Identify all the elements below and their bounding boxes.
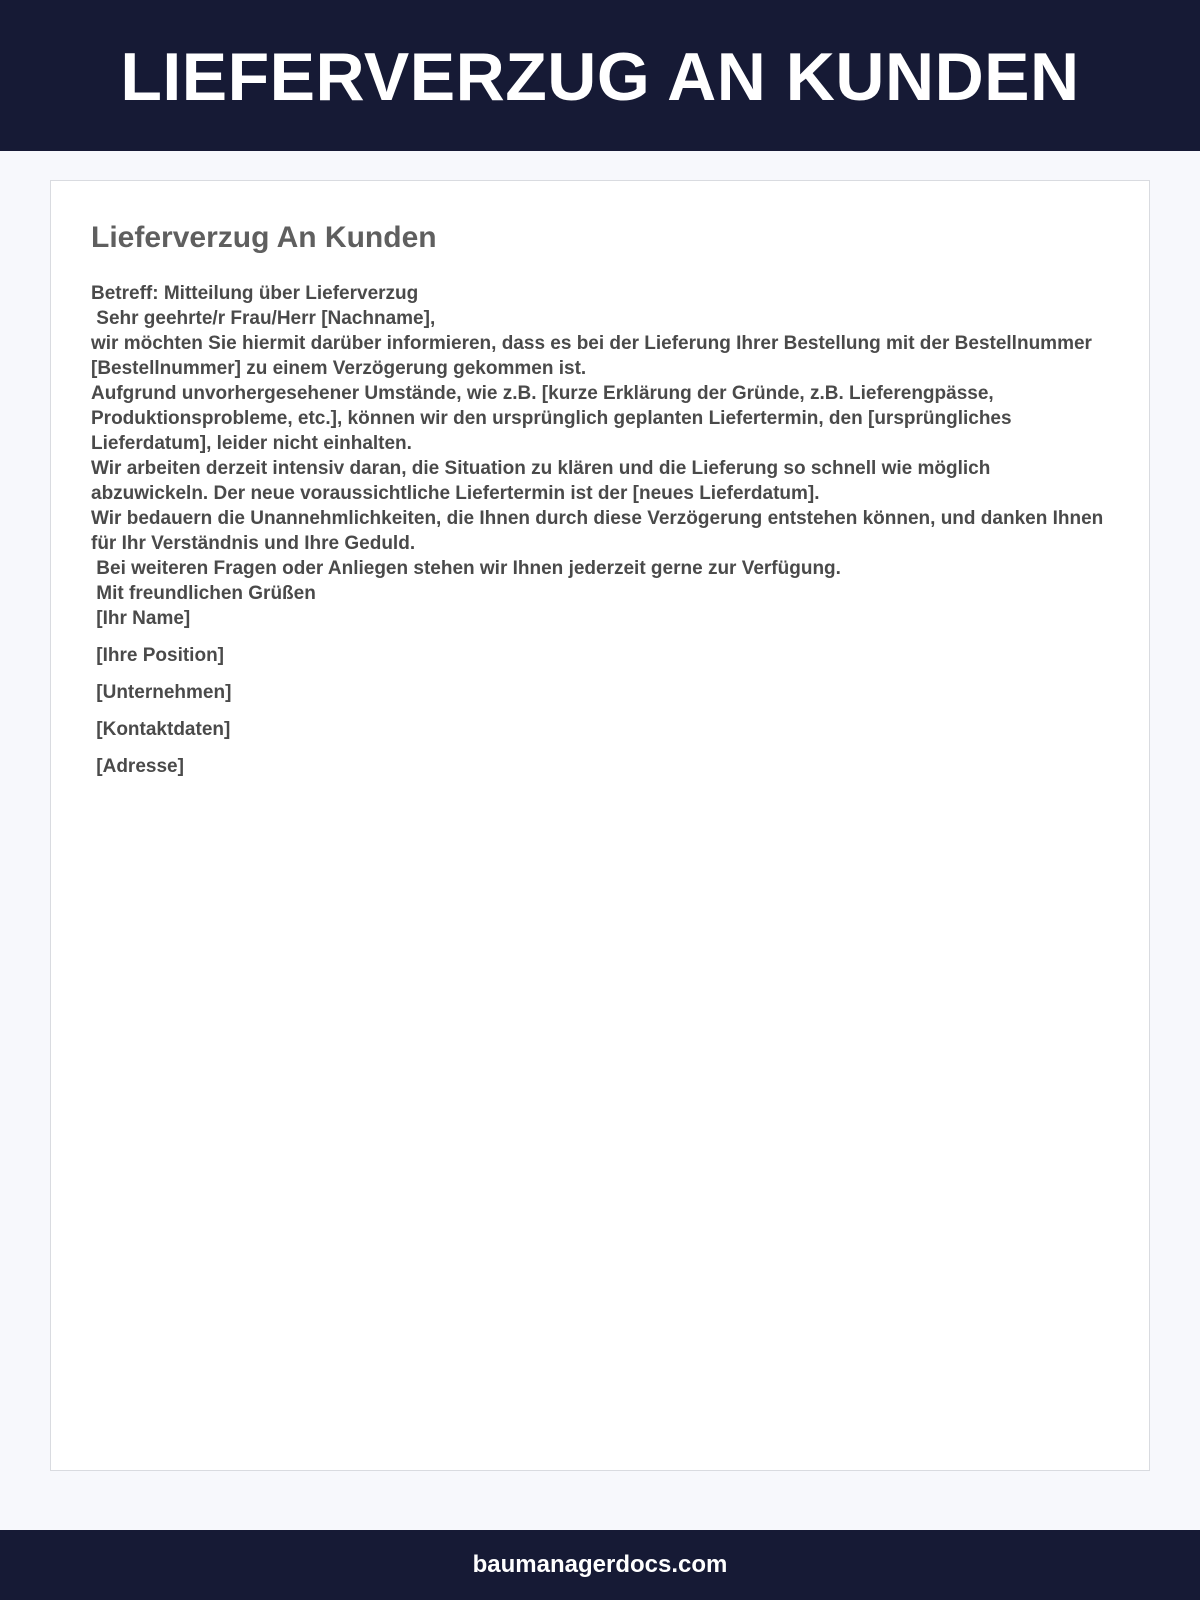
letter-subject: Betreff: Mitteilung über Lieferverzug — [91, 283, 419, 304]
letter-paragraph: wir möchten Sie hiermit darüber informieren, dass es bei der Lieferung Ihrer Bestellung mit der Bestellnummer [Bestellnummer] zu einem Verzögerung gekommen ist. — [91, 333, 1098, 379]
letter-paragraph: Wir bedauern die Unannehmlichkeiten, die Ihnen durch diese Verzögerung entstehen können, und danken Ihnen für Ihr Verständnis und Ihre Geduld. — [91, 508, 1109, 554]
signature-address: [Adresse] — [91, 756, 184, 777]
signature-contact: [Kontaktdaten] — [91, 719, 231, 740]
document-title: Lieferverzug An Kunden — [91, 221, 437, 254]
signature-position: [Ihre Position] — [91, 645, 225, 666]
signature-company: [Unternehmen] — [91, 682, 232, 703]
signature-name: [Ihr Name] — [91, 608, 191, 629]
letter-closing: Mit freundlichen Grüßen — [91, 583, 316, 604]
letter-card — [50, 180, 1150, 1471]
page-header — [0, 0, 1200, 151]
page-title: LIEFERVERZUG AN KUNDEN — [120, 38, 1080, 115]
footer-website: baumanagerdocs.com — [472, 1551, 728, 1578]
letter-body — [91, 281, 1111, 779]
letter-paragraph: Wir arbeiten derzeit intensiv daran, die Situation zu klären und die Lieferung so schnell wie möglich abzuwickeln. Der neue voraussichtliche Liefertermin ist der [neues Lieferdatum]. — [91, 458, 996, 504]
letter-salutation: Sehr geehrte/r Frau/Herr [Nachname], — [91, 308, 436, 329]
letter-paragraph: Bei weiteren Fragen oder Anliegen stehen wir Ihnen jederzeit gerne zur Verfügung. — [91, 558, 841, 579]
letter-paragraph: Aufgrund unvorhergesehener Umstände, wie z.B. [kurze Erklärung der Gründe, z.B. Lieferengpässe, Produktionsprobleme, etc.], können wir den ursprünglich geplanten Liefertermin, den [ursprüngliches Lieferdatum], leider nicht einhalten. — [91, 383, 1017, 454]
page-footer — [0, 1530, 1200, 1600]
